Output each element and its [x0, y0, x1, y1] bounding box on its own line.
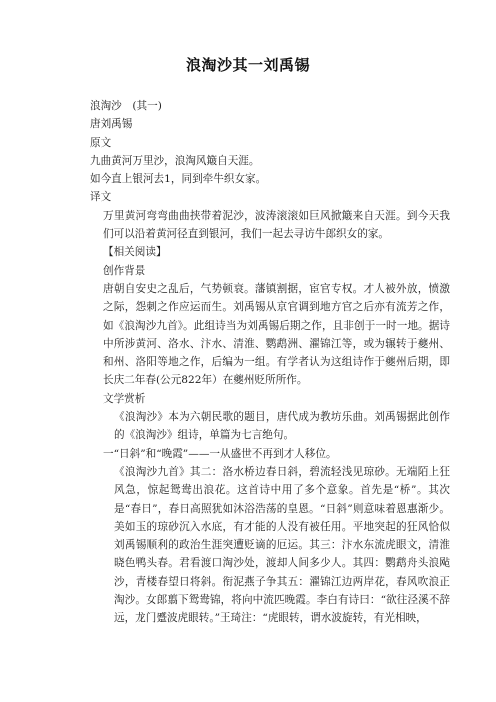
appreciation-paragraph-3: 《浪淘沙九首》其二：洛水桥边春日斜，碧流轻浅见琼砂。无端陌上狂风急，惊起鸳鸯出浪花。这首诗中用了多个意象。首先是“桥”。其次是“春日”，春日高照犹如沐浴浩荡的皇恩。“日斜”则意味着恩惠渐少。美如玉的琼砂沉入水底，有才能的人没有被任用。平地突起的狂风恰似刘禹锡顺利的政治生涯突遭贬谪的厄运。其三：汴水东流虎眼文，清淮晓色鸭头春。君看渡口淘沙处，渡却人间多少人。其四：鹦鹉舟头浪飐沙，青楼春望日将斜。衔泥燕子争其五：濯锦江边两岸花，春风吹浪正淘沙。女郎翦下鸳鸯锦，将向中流匹晚霞。李白有诗曰：“欲往泾溪不辞远，龙门蹙波虎眼转。”王琦注：“虎眼转，谓水波旋转，有光相映，: [114, 465, 450, 625]
translation-heading: 译文: [90, 191, 112, 204]
document-title: 浪淘沙其一刘禹锡: [185, 56, 310, 74]
appreciation-heading: 文学赏析: [103, 392, 146, 405]
poem-line-1: 九曲黄河万里沙，浪淘风簸自天涯。: [90, 154, 260, 167]
document-body: [90, 97, 450, 628]
related-reading-heading: 【相关阅读】: [103, 246, 167, 259]
background-paragraph: 唐朝自安史之乱后，气势顿衰。藩镇割据，宦官专权。才人被外放，愤激之际，怨刺之作应运而生。刘禹锡从京官调到地方官之后亦有流芳之作，如《浪淘沙九首》。此组诗当为刘禹锡后期之作，且非创于一时一地。据诗中所涉黄河、洛水、汴水、清淮、鹦鹉洲、濯锦江等，或为辗转于夔州、和州、洛阳等地之作，后编为一组。有学者认为这组诗作于夔州后期，即长庆二年春(公元822年）在夔州贬所所作。: [103, 282, 450, 387]
poem-title: 浪淘沙 (其一): [90, 100, 162, 112]
appreciation-paragraph-2: 一“日斜”和“晚霞”——一从盛世不再到才人移位。: [103, 447, 337, 460]
poem-author: 唐刘禹锡: [90, 118, 133, 131]
appreciation-paragraph-1: 《浪淘沙》本为六朝民歌的题目，唐代成为教坊乐曲。刘禹锡据此创作的《浪淘沙》组诗，单篇为七言绝句。: [114, 411, 450, 442]
background-heading: 创作背景: [103, 264, 146, 277]
translation-paragraph: 万里黄河弯弯曲曲挟带着泥沙，波涛滚滚如巨风掀簸来自天涯。到今天我们可以沿着黄河径直到银河，我们一起去寻访牛郎织女的家。: [103, 209, 450, 241]
poem-line-2: 如今直上银河去1，同到牵牛织女家。: [90, 173, 267, 186]
original-heading: 原文: [90, 136, 112, 149]
